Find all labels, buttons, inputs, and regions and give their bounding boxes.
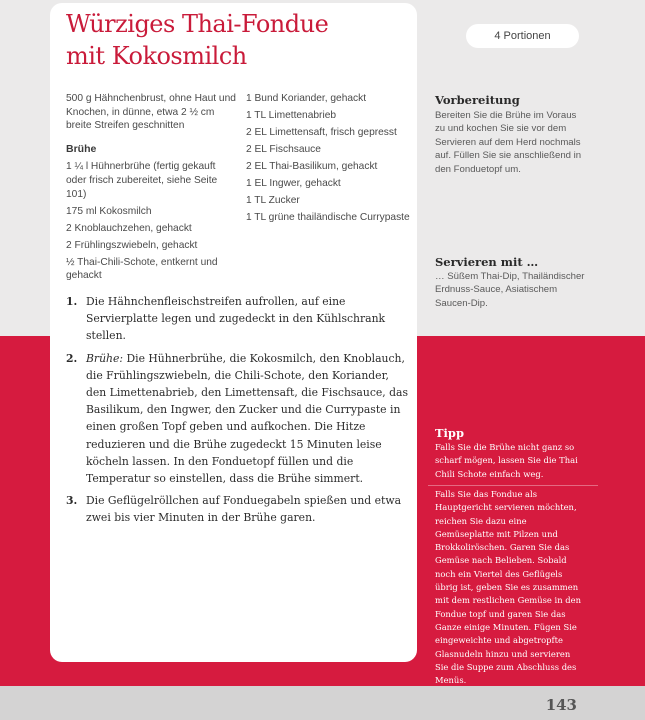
step-1 [66,293,411,345]
ingredient-item: 2 Frühlingszwiebeln, gehackt [66,239,198,251]
ingredients-right-column [246,92,414,228]
serve-heading: Servieren mit … [435,255,539,269]
step-number: 3. [66,494,78,508]
ingredient-item: 500 g Hähnchenbrust, ohne Haut und Knochen, in dünne, etwa 2 ½ cm breite Streifen geschnitten [66,93,236,132]
tip-heading: Tipp [435,426,465,440]
ingredient-item: 1 EL Ingwer, gehackt [246,177,341,189]
instruction-steps [66,293,411,532]
ingredient-item: 1 TL Zucker [246,194,300,206]
ingredients-left-column [66,92,238,286]
ingredient-item: 1 TL Limettenabrieb [246,109,337,121]
ingredient-item: 1 ¼ l Hühnerbrühe (fertig gekauft oder frisch zubereitet, siehe Seite 101) [66,161,218,200]
prep-text: Bereiten Sie die Brühe im Voraus zu und kochen Sie sie vor dem Servieren auf dem Herd nochmals auf. Füllen Sie sie anschließend in den Fonduetopf um. [435,110,582,175]
ingredient-item: 2 EL Thai-Basilikum, gehackt [246,160,378,172]
servings-badge: 4 Portionen [466,24,579,48]
step-text: Die Geflügelröllchen auf Fonduegabeln spießen und etwa zwei bis vier Minuten in der Brühe garen. [86,494,402,525]
ingredient-item: 1 TL grüne thailändische Currypaste [246,211,410,223]
ingredient-item: ½ Thai-Chili-Schote, entkernt und gehackt [66,256,218,282]
tip-text-1: Falls Sie die Brühe nicht ganz so scharf mögen, lassen Sie die Thai Chili Schote einfach weg. [435,442,578,479]
broth-heading: Brühe [66,142,97,155]
tip-text-2: Falls Sie das Fondue als Hauptgericht servieren möchten, reichen Sie dazu eine Gemüseplatte mit Pilzen und Brokkoliröschen. Garen Sie das Gemüse nach Belieben. Sobald noch ein Viertel des Geflügels übrig ist, geben Sie es zusammen mit dem restlichen Gemüse in den Fondue topf und garen Sie das Ganze einige Minuten. Fügen Sie eingeweichte und abgetropfte Glasnudeln hinzu und servieren Sie die Suppe zum Abschluss des Menüs. [435,489,581,686]
step-number: 1. [66,295,78,308]
step-text: Die Hühnerbrühe, die Kokosmilch, den Knoblauch, die Frühlingszwiebeln, die Chili-Schote, den Koriander, den Limettenabrieb, den Limettensaft, die Fischsauce, das Basilikum, den Ingwer, den Zucker und die Currypaste in einen großen Topf geben und aufkochen. Die Hitze reduzieren und die Brühe zugedeckt 15 Minuten leise köcheln lassen. In den Fonduetopf füllen und die Temperatur so einstellen, dass die Brühe simmert. [86,351,409,486]
recipe-title-line1: Würziges Thai-Fondue [66,10,329,38]
step-text: Die Hähnchenfleischstreifen aufrollen, auf eine Servierplatte legen und zugedeckt in den Kühlschrank stellen. [86,295,386,343]
ingredient-item: 2 EL Limettensaft, frisch gepresst [246,126,397,138]
prep-heading: Vorbereitung [435,93,520,107]
step-lead: Brühe: [86,351,124,365]
ingredient-item: 175 ml Kokosmilch [66,205,152,217]
page-number: 143 [545,696,577,714]
recipe-title [66,8,406,72]
step-2 [66,350,411,488]
serve-text: … Süßem Thai-Dip, Thailändischer Erdnuss-Sauce, Asiatischem Saucen-Dip. [435,271,585,309]
tip-divider [428,485,598,486]
ingredient-item: 1 Bund Koriander, gehackt [246,93,367,104]
ingredient-item: 2 Knoblauchzehen, gehackt [66,222,192,234]
ingredient-item: 2 EL Fischsauce [246,143,321,155]
step-3 [66,492,411,526]
recipe-title-line2: mit Kokosmilch [66,42,247,70]
step-number: 2. [66,351,78,365]
